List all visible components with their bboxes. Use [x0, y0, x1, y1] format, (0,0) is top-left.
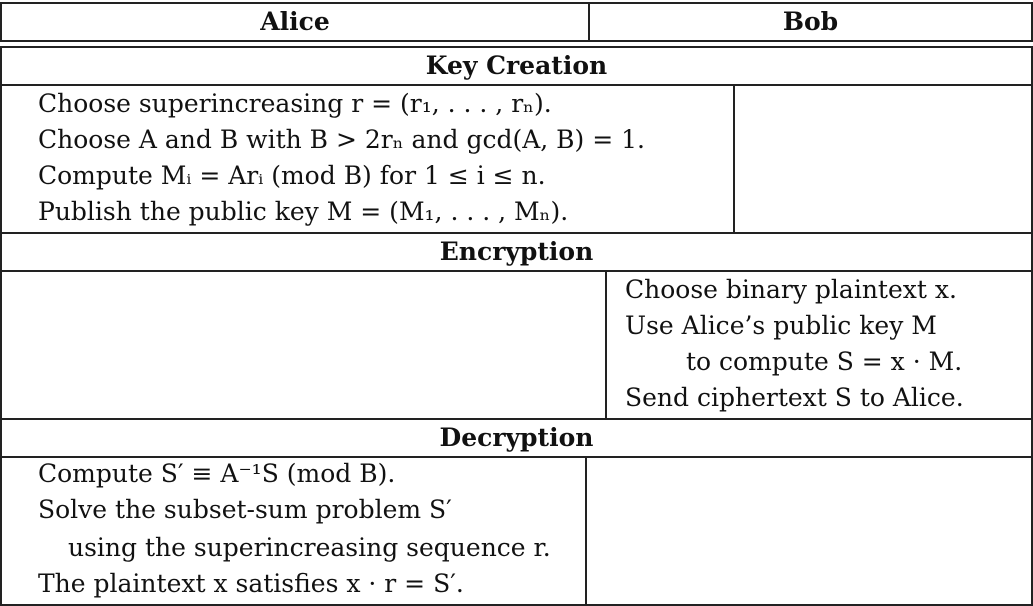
decryption-alice-line: Compute S′ ≡ A⁻¹S (mod B). [38, 459, 396, 488]
column-header-alice: Alice [260, 7, 330, 36]
decryption-alice-line: using the superincreasing sequence r. [68, 533, 551, 562]
encryption-bob-line: Use Alice’s public key M [625, 311, 937, 340]
column-header-bob: Bob [782, 7, 839, 36]
decryption-alice-line: The plaintext x satisfies x · r = S′. [38, 569, 464, 598]
key-creation-alice-line: Publish the public key M = (M₁, . . . , Mₙ). [38, 197, 569, 226]
encryption-divider [605, 270, 607, 420]
encryption-bob-line: Choose binary plaintext x. [625, 275, 957, 304]
key-creation-divider [733, 84, 735, 234]
encryption-bob-line: to compute S = x · M. [686, 347, 963, 376]
decryption-divider [585, 456, 587, 606]
section-title-encryption: Encryption [439, 237, 594, 266]
encryption-bob-line: Send ciphertext S to Alice. [625, 383, 964, 412]
decryption-alice-line: Solve the subset-sum problem S′ [38, 495, 452, 524]
key-creation-alice-line: Choose A and B with B > 2rₙ and gcd(A, B) = 1. [38, 125, 645, 154]
key-creation-alice-line: Choose superincreasing r = (r₁, . . . , rₙ). [38, 89, 552, 118]
key-creation-alice-line: Compute Mᵢ = Arᵢ (mod B) for 1 ≤ i ≤ n. [38, 161, 546, 190]
section-title-decryption: Decryption [439, 423, 594, 452]
section-title-key-creation: Key Creation [425, 51, 608, 80]
